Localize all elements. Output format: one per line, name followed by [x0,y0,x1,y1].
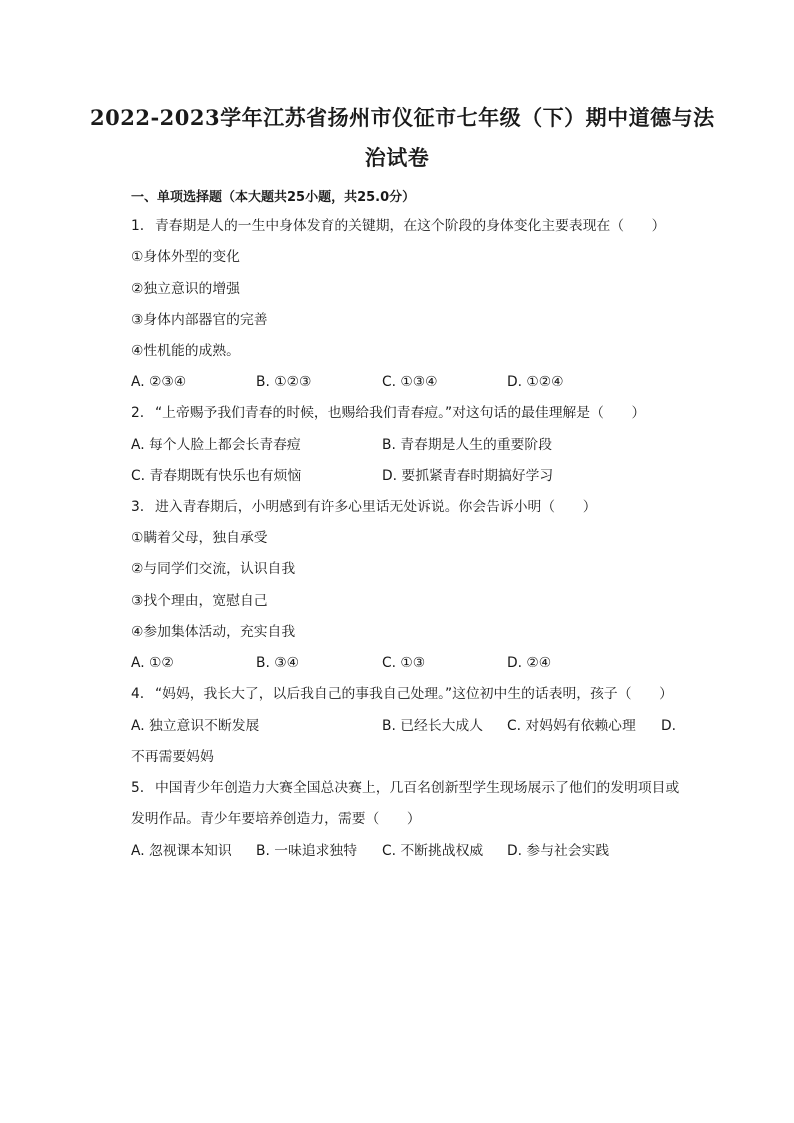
question-5-option-a[interactable]: A. 忽视课本知识 [131,843,232,859]
question-number: 3. [131,499,145,515]
question-1-stem [131,217,665,235]
question-3-item: ③找个理由，宽慰自己 [131,593,268,609]
question-3-stem [131,498,597,516]
question-5-option-d[interactable]: D. 参与社会实践 [507,843,610,859]
question-4-option-b[interactable]: B. 已经长大成人 [382,718,484,734]
question-number: 5. [131,780,145,796]
question-text: 进入青春期后，小明感到有许多心里话无处诉说。你会告诉小明（ ） [155,499,597,515]
question-5-stem-wrap: 发明作品。青少年要培养创造力，需要（ ） [131,811,421,827]
question-number: 1. [131,218,145,234]
question-4-option-d[interactable]: D. [661,718,677,734]
question-3-item: ②与同学们交流，认识自我 [131,561,296,577]
question-3-option-b[interactable]: B. ③④ [256,655,299,671]
question-1-item: ④性机能的成熟。 [131,343,240,359]
question-5-option-b[interactable]: B. 一味追求独特 [256,843,358,859]
question-2-option-c[interactable]: C. 青春期既有快乐也有烦恼 [131,468,302,484]
question-1-item: ③身体内部器官的完善 [131,312,268,328]
question-number: 2. [131,405,145,421]
question-4-option-c[interactable]: C. 对妈妈有依赖心理 [507,718,636,734]
question-text: 中国青少年创造力大赛全国总决赛上，几百名创新型学生现场展示了他们的发明项目或 [155,780,680,796]
question-2-option-b[interactable]: B. 青春期是人生的重要阶段 [382,437,553,453]
question-1-item: ②独立意识的增强 [131,281,240,297]
question-1-item: ①身体外型的变化 [131,249,240,265]
question-1-option-a[interactable]: A. ②③④ [131,374,187,390]
question-3-option-c[interactable]: C. ①③ [382,655,426,671]
question-number: 4. [131,686,145,702]
question-1-option-b[interactable]: B. ①②③ [256,374,312,390]
exam-title-line2: 治试卷 [364,145,430,170]
question-4-option-a[interactable]: A. 独立意识不断发展 [131,718,260,734]
question-text: “妈妈，我长大了，以后我自己的事我自己处理。”这位初中生的话表明，孩子（ ） [155,686,673,702]
question-2-option-d[interactable]: D. 要抓紧青春时期搞好学习 [382,468,554,484]
question-5-option-c[interactable]: C. 不断挑战权威 [382,843,484,859]
section-heading: 一、单项选择题（本大题共25小题，共25.0分） [131,190,416,205]
question-5-stem [131,779,679,797]
question-1-option-d[interactable]: D. ①②④ [507,374,564,390]
question-3-item: ④参加集体活动，充实自我 [131,624,296,640]
question-3-option-a[interactable]: A. ①② [131,655,174,671]
question-text: “上帝赐予我们青春的时候，也赐给我们青春痘。”对这句话的最佳理解是（ ） [155,405,646,421]
exam-title-line1: 2022-2023学年江苏省扬州市仪征市七年级（下）期中道德与法 [90,105,715,130]
question-4-stem [131,685,673,703]
question-text: 青春期是人的一生中身体发育的关键期，在这个阶段的身体变化主要表现在（ ） [155,218,666,234]
question-4-option-d-text[interactable]: 不再需要妈妈 [131,749,214,765]
question-2-option-a[interactable]: A. 每个人脸上都会长青春痘 [131,437,301,453]
question-1-option-c[interactable]: C. ①③④ [382,374,438,390]
question-2-stem [131,404,645,422]
question-3-item: ①瞒着父母，独自承受 [131,530,268,546]
question-3-option-d[interactable]: D. ②④ [507,655,552,671]
